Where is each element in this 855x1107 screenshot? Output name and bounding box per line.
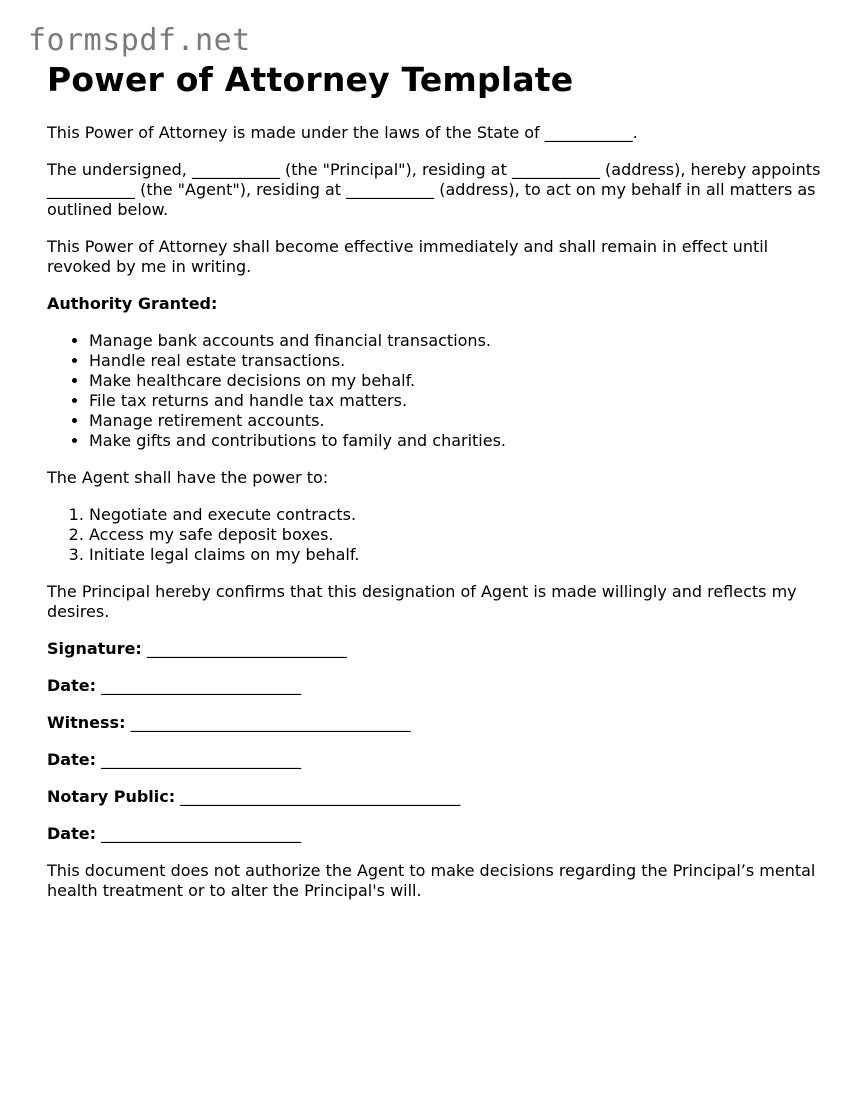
- document-page: [47, 60, 822, 901]
- undersigned-paragraph: The undersigned, ___________ (the "Principal"), residing at ___________ (address), hereby appoints ___________ (the "Agent"), residing at ___________ (address), to act on my behalf in all matters as outlined below.: [47, 160, 821, 219]
- list-item: • Manage retirement accounts.: [89, 411, 822, 431]
- date-line: [47, 676, 822, 696]
- date-label: Date:: [47, 824, 96, 843]
- date-blank: _________________________: [101, 824, 302, 843]
- list-item: • Handle real estate transactions.: [89, 351, 822, 371]
- signature-label: Signature:: [47, 639, 142, 658]
- state-paragraph: This Power of Attorney is made under the laws of the State of ___________.: [47, 123, 638, 142]
- date-line: [47, 750, 822, 770]
- signature-blank: _________________________: [146, 639, 347, 658]
- date-label: Date:: [47, 676, 96, 695]
- signature-line: [47, 639, 822, 659]
- powers-list: [47, 505, 822, 565]
- list-item: • Make gifts and contributions to family and charities.: [89, 431, 822, 451]
- authority-list: [47, 331, 822, 451]
- list-item: • Manage bank accounts and financial transactions.: [89, 331, 822, 351]
- witness-blank: ___________________________________: [130, 713, 411, 732]
- date-line: [47, 824, 822, 844]
- list-item: 1. Negotiate and execute contracts.: [89, 505, 822, 525]
- powers-intro: The Agent shall have the power to:: [47, 468, 329, 487]
- list-item: • Make healthcare decisions on my behalf.: [89, 371, 822, 391]
- list-item: 3. Initiate legal claims on my behalf.: [89, 545, 822, 565]
- date-blank: _________________________: [101, 750, 302, 769]
- list-item: 2. Access my safe deposit boxes.: [89, 525, 822, 545]
- confirmation-paragraph: The Principal hereby confirms that this designation of Agent is made willingly and reflects my desires.: [47, 582, 797, 621]
- date-blank: _________________________: [101, 676, 302, 695]
- list-item: • File tax returns and handle tax matters.: [89, 391, 822, 411]
- notary-line: [47, 787, 822, 807]
- watermark: formspdf.net: [28, 23, 251, 58]
- disclaimer-paragraph: This document does not authorize the Agent to make decisions regarding the Principal’s mental health treatment or to alter the Principal's will.: [47, 861, 816, 900]
- document-title: Power of Attorney Template: [47, 60, 574, 99]
- authority-heading: Authority Granted:: [47, 294, 218, 313]
- notary-blank: ___________________________________: [180, 787, 461, 806]
- witness-label: Witness:: [47, 713, 126, 732]
- effective-paragraph: This Power of Attorney shall become effective immediately and shall remain in effect until revoked by me in writing.: [47, 237, 769, 276]
- date-label: Date:: [47, 750, 96, 769]
- notary-label: Notary Public:: [47, 787, 176, 806]
- witness-line: [47, 713, 822, 733]
